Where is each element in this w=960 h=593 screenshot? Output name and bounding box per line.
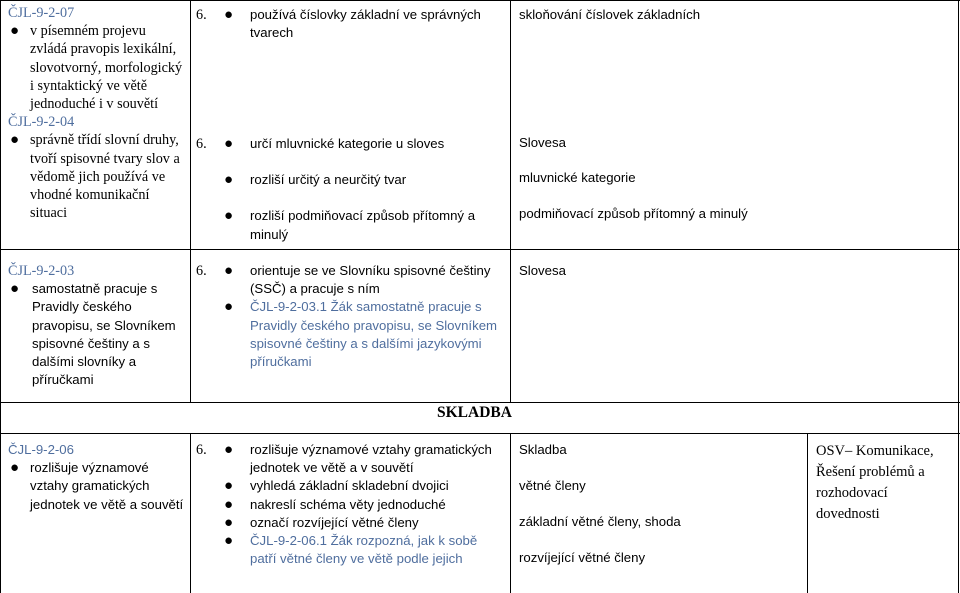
column-divider — [807, 433, 808, 593]
grade-number: 6. — [196, 7, 207, 23]
topic-text: základní větné členy, shoda — [519, 514, 681, 529]
topic-text: Slovesa — [519, 263, 566, 278]
bullet-icon: ● — [224, 495, 234, 513]
bullet-icon: ● — [224, 135, 234, 152]
topic-text: mluvnické kategorie — [519, 170, 636, 185]
topic-text: rozvíjející větné členy — [519, 550, 646, 565]
section-heading: SKLADBA — [437, 404, 512, 421]
outcome-text: samostatně pracuje s Pravidly českého pravopisu, se Slovníkem spisovné češtiny a s dalšími slovníky a příručkami — [32, 281, 176, 388]
topic-text: Skladba — [519, 442, 567, 457]
outcome-cell — [8, 4, 186, 222]
content-text: rozlišuje významové vztahy gramatických jednotek ve větě a v souvětí — [250, 442, 492, 476]
cross-curricular-text: OSV– Komunikace, Řešení problémů a rozhodovací dovednosti — [816, 443, 934, 522]
row-divider — [0, 249, 960, 250]
bullet-icon: ● — [224, 171, 234, 189]
column-divider — [190, 0, 191, 403]
column-divider — [510, 433, 511, 593]
column-divider — [510, 0, 511, 403]
topic-text: větné členy — [519, 478, 586, 493]
outcome-item — [8, 459, 186, 514]
outcome-code: ČJL-9-2-04 — [8, 114, 75, 131]
content-item — [222, 477, 502, 495]
content-item — [222, 441, 502, 477]
content-text: určí mluvnické kategorie u sloves — [250, 136, 445, 151]
content-list — [222, 262, 502, 371]
grade-number: 6. — [196, 263, 207, 279]
content-text: používá číslovky základní ve správných tvarech — [250, 7, 481, 41]
bullet-icon: ● — [224, 532, 234, 550]
content-text: označí rozvíjející větné členy — [250, 514, 419, 530]
content-item — [222, 6, 502, 42]
content-list — [222, 6, 502, 42]
outcome-text: v písemném projevu zvládá pravopis lexikální, slovotvorný, morfologický i syntaktický ve větě jednoduché i v souvětí — [30, 23, 183, 113]
bullet-icon: ● — [224, 441, 234, 458]
bullet-icon: ● — [224, 477, 234, 495]
bullet-icon: ● — [224, 6, 234, 23]
content-item — [222, 298, 502, 371]
content-item — [222, 532, 502, 568]
outcome-cell — [8, 441, 186, 514]
bullet-icon: ● — [224, 513, 234, 531]
content-item — [222, 135, 502, 153]
bullet-icon: ● — [224, 262, 234, 279]
topic-text: skloňování číslovek základních — [519, 7, 701, 22]
outcome-text: rozlišuje významové vztahy gramatických jednotek ve větě a souvětí — [30, 460, 184, 512]
content-item — [222, 171, 502, 189]
content-item — [222, 496, 502, 514]
content-text: rozliší určitý a neurčitý tvar — [250, 172, 407, 188]
outcome-code: ČJL-9-2-07 — [8, 5, 75, 21]
table-border-top — [0, 0, 960, 1]
content-text: rozliší podmiňovací způsob přítomný a minulý — [250, 208, 476, 242]
grade-number: 6. — [196, 136, 207, 152]
outcome-item — [8, 22, 186, 113]
content-text: orientuje se ve Slovníku spisovné češtiny (SSČ) a pracuje s ním — [250, 263, 491, 297]
table-border-left — [0, 0, 1, 593]
outcome-code: ČJL-9-2-03 — [8, 263, 75, 279]
content-item — [222, 207, 502, 243]
content-text: vyhledá základní skladební dvojici — [250, 478, 449, 494]
content-list — [222, 135, 502, 244]
outcome-item — [8, 131, 186, 222]
content-text: nakreslí schéma věty jednoduché — [250, 496, 446, 512]
bullet-icon: ● — [10, 23, 20, 40]
bullet-icon: ● — [224, 298, 234, 316]
row-divider — [0, 433, 960, 434]
column-divider — [190, 433, 191, 593]
bullet-icon: ● — [10, 280, 20, 298]
content-text: ČJL-9-2-06.1 Žák rozpozná, jak k sobě patří větné členy ve větě podle jejich — [250, 533, 478, 567]
table-border-right — [958, 0, 959, 593]
grade-number: 6. — [196, 442, 207, 458]
content-item — [222, 514, 502, 532]
content-item — [222, 262, 502, 298]
bullet-icon: ● — [10, 132, 20, 149]
bullet-icon: ● — [224, 207, 234, 225]
outcome-text: správně třídí slovní druhy, tvoří spisovné tvary slov a vědomě jich používá ve vhodné komunikační situaci — [30, 132, 180, 222]
content-text: ČJL-9-2-03.1 Žák samostatně pracuje s Pravidly českého pravopisu, se Slovníkem spisovné češtiny a s dalšími jazykovými příručkami — [250, 299, 498, 370]
bullet-icon: ● — [10, 459, 20, 477]
topic-text: podmiňovací způsob přítomný a minulý — [519, 206, 748, 221]
content-list — [222, 441, 502, 568]
topic-text: Slovesa — [519, 135, 566, 150]
outcome-code: ČJL-9-2-06 — [8, 442, 74, 457]
outcome-item — [8, 280, 186, 389]
outcome-cell — [8, 262, 186, 389]
